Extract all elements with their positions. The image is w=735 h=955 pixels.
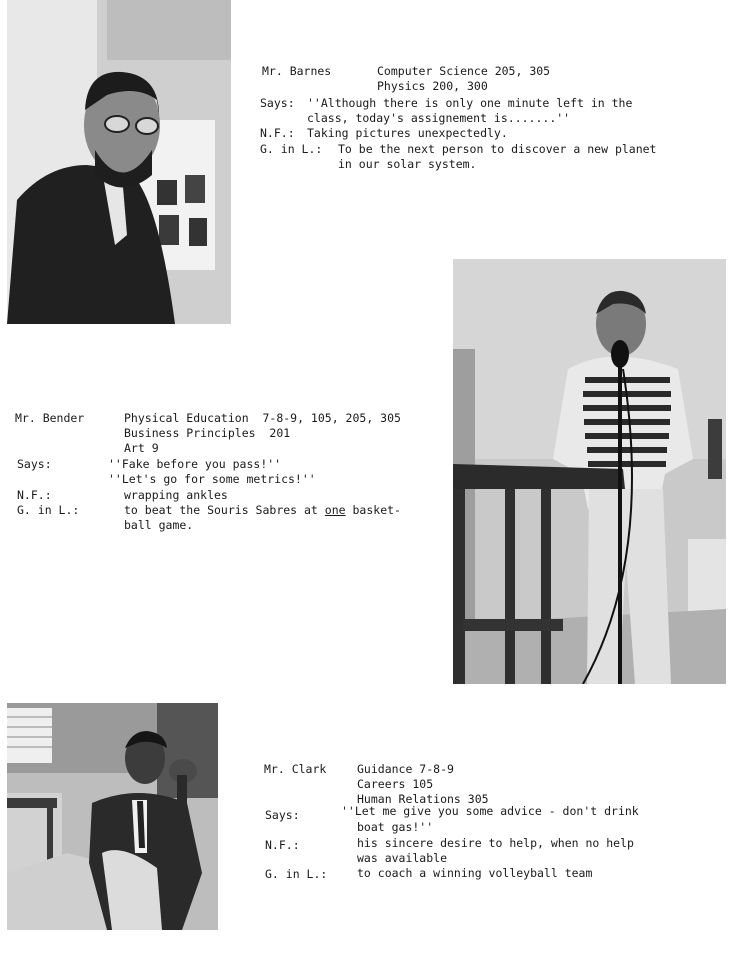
barnes-subject: Physics 200, 300 [377, 79, 488, 93]
clark-says: ''Let me give you some advice - don't drink [341, 804, 639, 818]
clark-nf: his sincere desire to help, when no help [357, 836, 634, 850]
barnes-gl: To be the next person to discover a new planet [338, 142, 657, 156]
clark-subject: Guidance 7-8-9 [357, 762, 454, 776]
clark-subject: Careers 105 [357, 777, 434, 791]
bender-gl-label: G. in L.: [17, 503, 80, 517]
clark-photo [7, 703, 218, 930]
bender-gl-post: basket- [345, 503, 401, 517]
clark-name: Mr. Clark [264, 762, 327, 776]
barnes-says: class, today's assignement is.......'' [307, 111, 571, 125]
barnes-subject: Computer Science 205, 305 [377, 64, 551, 78]
bender-says-label: Says: [17, 457, 52, 471]
bender-gl-underlined: one [324, 503, 346, 517]
barnes-name: Mr. Barnes [262, 64, 332, 78]
clark-nf: was available [357, 851, 448, 865]
barnes-says: ''Although there is only one minute left in the [307, 96, 633, 110]
clark-gl-label: G. in L.: [265, 867, 328, 881]
barnes-nf: Taking pictures unexpectedly. [307, 126, 508, 140]
bender-says: ''Fake before you pass!'' [108, 457, 282, 471]
barnes-gl-label: G. in L.: [260, 142, 323, 156]
bender-gl [124, 503, 401, 518]
bender-nf-label: N.F.: [17, 488, 52, 502]
bender-subject: Business Principles 201 [124, 426, 291, 440]
bender-photo [453, 259, 726, 684]
barnes-says-label: Says: [260, 96, 295, 110]
bender-says: ''Let's go for some metrics!'' [108, 472, 316, 486]
bender-gl-line2: ball game. [124, 518, 194, 532]
bender-gl-pre: to beat the Souris Sabres at [124, 503, 325, 517]
barnes-gl: in our solar system. [338, 157, 477, 171]
bender-name: Mr. Bender [15, 411, 85, 425]
clark-subject: Human Relations 305 [357, 792, 489, 806]
clark-says: boat gas!'' [357, 820, 434, 834]
bender-subject: Art 9 [124, 441, 159, 455]
clark-gl: to coach a winning volleyball team [357, 866, 593, 880]
bender-nf: wrapping ankles [124, 488, 228, 502]
barnes-photo [7, 0, 231, 324]
barnes-nf-label: N.F.: [260, 126, 295, 140]
bender-subject: Physical Education 7-8-9, 105, 205, 305 [124, 411, 401, 425]
clark-says-label: Says: [265, 808, 300, 822]
clark-nf-label: N.F.: [265, 838, 300, 852]
